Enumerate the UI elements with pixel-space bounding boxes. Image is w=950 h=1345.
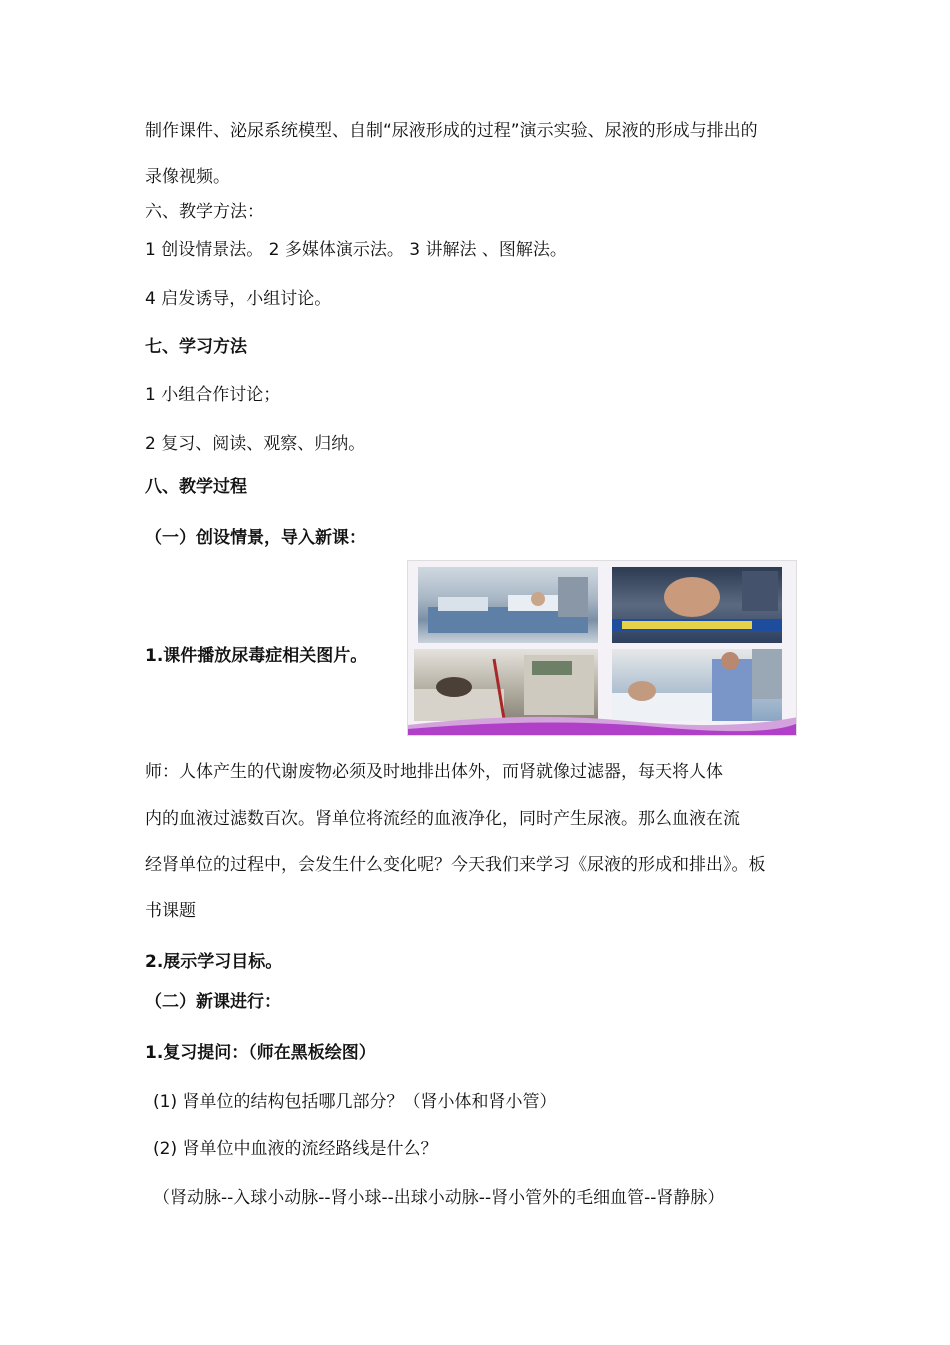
- decorative-swoosh: [408, 711, 797, 735]
- teacher-text-line: 师：人体产生的代谢废物必须及时地排出体外，而肾就像过滤器，每天将人体: [145, 762, 723, 782]
- subsection-heading-2: （二）新课进行：: [145, 992, 281, 1012]
- text-line: 录像视频。: [145, 167, 230, 187]
- section-heading-8: 八、教学过程: [145, 477, 247, 497]
- text-line: 制作课件、泌尿系统模型、自制“尿液形成的过程”演示实验、尿液的形成与排出的: [145, 121, 758, 141]
- study-method-line: 1 小组合作讨论；: [145, 385, 281, 405]
- photo-hospital-ward: [418, 567, 598, 643]
- method-line: 4 启发诱导，小组讨论。: [145, 289, 332, 309]
- teacher-text-line: 经肾单位的过程中，会发生什么变化呢？今天我们来学习《尿液的形成和排出》。板: [145, 855, 766, 875]
- step-item-2: 2.展示学习目标。: [145, 952, 283, 972]
- question-line: (1) 肾单位的结构包括哪几部分？（肾小体和肾小管）: [153, 1092, 557, 1112]
- answer-line: （肾动脉--入球小动脉--肾小球--出球小动脉--肾小管外的毛细血管--肾静脉）: [153, 1188, 725, 1208]
- method-line: 1 创设情景法。 2 多媒体演示法。 3 讲解法 、图解法。: [145, 240, 567, 260]
- section-heading-7: 七、学习方法: [145, 337, 247, 357]
- question-line: (2) 肾单位中血液的流经路线是什么？: [153, 1139, 438, 1159]
- teacher-text-line: 书课题: [145, 901, 196, 921]
- step-item-1: 1.课件播放尿毒症相关图片。: [145, 646, 368, 666]
- teacher-text-line: 内的血液过滤数百次。肾单位将流经的血液净化，同时产生尿液。那么血液在流: [145, 809, 740, 829]
- subsection-heading-1: （一）创设情景，导入新课：: [145, 528, 366, 548]
- section-heading-6: 六、教学方法：: [145, 202, 264, 222]
- photo-patient-tv-news: [612, 567, 782, 643]
- study-method-line: 2 复习、阅读、观察、归纳。: [145, 434, 366, 454]
- uremia-photo-collage: [407, 560, 797, 736]
- step-item-3: 1.复习提问：（师在黑板绘图）: [145, 1043, 376, 1063]
